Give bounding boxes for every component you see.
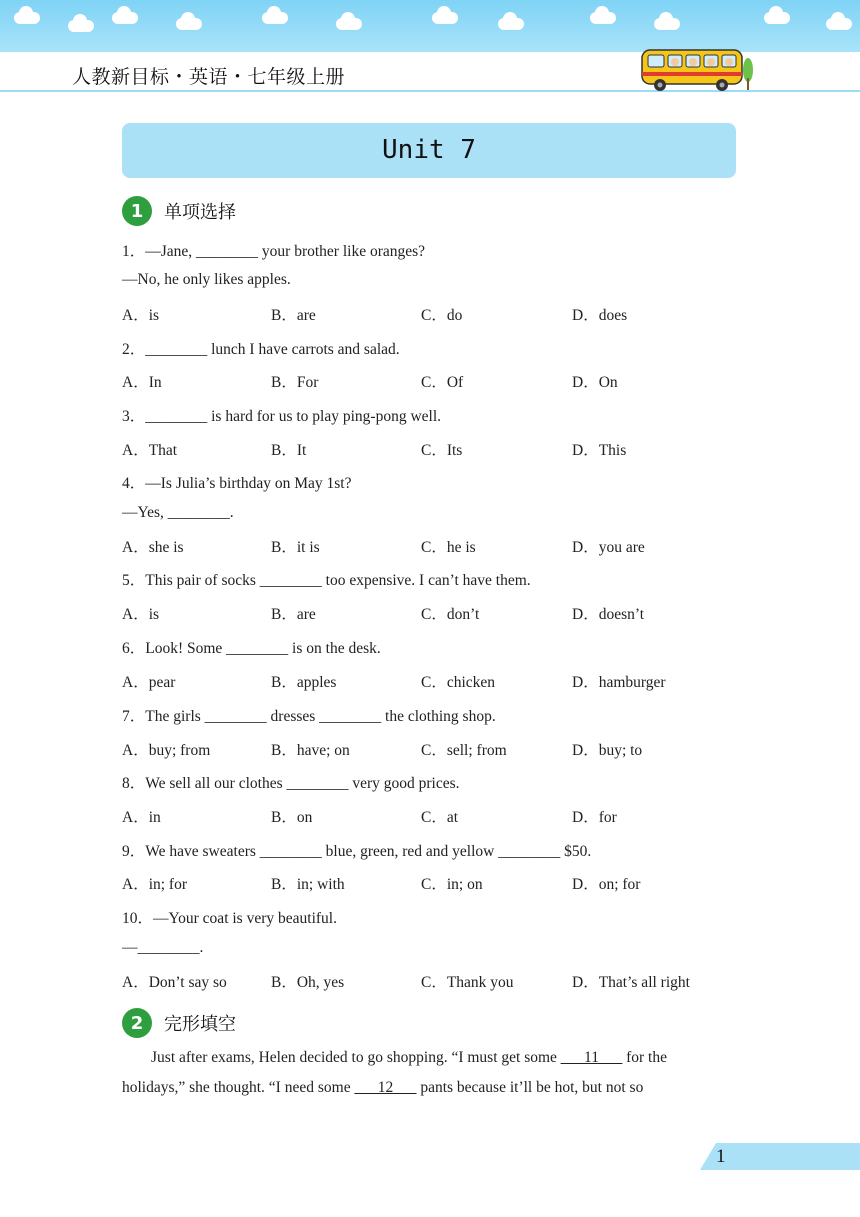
cloud-icon xyxy=(262,12,288,24)
question-line: —No, he only likes apples. xyxy=(122,271,291,288)
option-d: D．hamburger xyxy=(572,674,666,691)
option-b: B．Oh, yes xyxy=(271,974,345,991)
option-c: C．Thank you xyxy=(421,974,514,991)
cloud-icon xyxy=(14,12,40,24)
passage-text: pants because it’ll be hot, but not so xyxy=(416,1079,644,1096)
option-a: A．is xyxy=(122,606,160,623)
option-c: C．Of xyxy=(421,374,464,391)
option-d: D．buy; to xyxy=(572,742,643,759)
question-line: 3．________ is hard for us to play ping-pong well. xyxy=(122,408,442,425)
option-a: A．she is xyxy=(122,539,184,556)
option-d: D．does xyxy=(572,307,628,324)
passage-text: for the xyxy=(622,1049,667,1066)
option-b: B．have; on xyxy=(271,742,350,759)
option-c: C．at xyxy=(421,809,459,826)
passage-line xyxy=(122,1079,738,1097)
cloud-icon xyxy=(432,12,458,24)
cloud-icon xyxy=(764,12,790,24)
section-number-badge: 1 xyxy=(122,196,152,226)
option-d: D．for xyxy=(572,809,617,826)
option-d: D．you are xyxy=(572,539,645,556)
section-title: 单项选择 xyxy=(164,202,236,223)
option-d: D．On xyxy=(572,374,618,391)
page-number: 1 xyxy=(716,1146,726,1167)
cloud-icon xyxy=(826,18,852,30)
option-a: A．That xyxy=(122,442,178,459)
option-a: A．in; for xyxy=(122,876,188,893)
question-line: 1．—Jane, ________ your brother like oranges? xyxy=(122,243,426,260)
cloud-icon xyxy=(112,12,138,24)
option-a: A．is xyxy=(122,307,160,324)
book-title: 人教新目标・英语・七年级上册 xyxy=(72,66,346,88)
passage-text: holidays,” she thought. “I need some xyxy=(122,1079,355,1096)
question-line: —________. xyxy=(122,939,204,956)
option-b: B．For xyxy=(271,374,319,391)
option-b: B．are xyxy=(271,307,316,324)
option-b: B．on xyxy=(271,809,313,826)
option-d: D．That’s all right xyxy=(572,974,690,991)
cloud-icon xyxy=(68,20,94,32)
passage-line xyxy=(122,1049,738,1067)
option-a: A．pear xyxy=(122,674,176,691)
section-title: 完形填空 xyxy=(164,1014,236,1035)
unit-title-box xyxy=(122,123,736,178)
option-d: D．on; for xyxy=(572,876,641,893)
section-heading-2 xyxy=(122,1008,236,1038)
option-b: B．apples xyxy=(271,674,337,691)
cloud-icon xyxy=(336,18,362,30)
cloud-icon xyxy=(654,18,680,30)
option-a: A．Don’t say so xyxy=(122,974,227,991)
question-line: 5．This pair of socks ________ too expensive. I can’t have them. xyxy=(122,572,531,589)
question-line: —Yes, ________. xyxy=(122,504,234,521)
question-line: 8．We sell all our clothes ________ very good prices. xyxy=(122,775,460,792)
unit-title: Unit 7 xyxy=(382,135,476,165)
option-c: C．in; on xyxy=(421,876,483,893)
option-c: C．sell; from xyxy=(421,742,507,759)
blank-11: ___11___ xyxy=(560,1049,623,1066)
option-a: A．buy; from xyxy=(122,742,211,759)
question-line: 10．—Your coat is very beautiful. xyxy=(122,910,337,927)
option-b: B．It xyxy=(271,442,307,459)
option-d: D．doesn’t xyxy=(572,606,645,623)
cloud-icon xyxy=(590,12,616,24)
option-c: C．do xyxy=(421,307,463,324)
section-number-badge: 2 xyxy=(122,1008,152,1038)
option-a: A．In xyxy=(122,374,162,391)
question-line: 9．We have sweaters ________ blue, green, red and yellow ________ $50. xyxy=(122,843,592,860)
passage-text: Just after exams, Helen decided to go shopping. “I must get some xyxy=(151,1049,561,1066)
question-line: 6．Look! Some ________ is on the desk. xyxy=(122,640,381,657)
blank-12: ___12___ xyxy=(354,1079,417,1096)
option-c: C．chicken xyxy=(421,674,496,691)
option-a: A．in xyxy=(122,809,161,826)
option-b: B．are xyxy=(271,606,316,623)
question-line: 4．—Is Julia’s birthday on May 1st? xyxy=(122,475,352,492)
option-b: B．in; with xyxy=(271,876,345,893)
cloud-icon xyxy=(176,18,202,30)
section-heading-1 xyxy=(122,196,236,226)
option-c: C．he is xyxy=(421,539,476,556)
question-line: 7．The girls ________ dresses ________ the clothing shop. xyxy=(122,708,496,725)
option-d: D．This xyxy=(572,442,627,459)
school-bus-icon xyxy=(640,44,755,92)
cloud-icon xyxy=(498,18,524,30)
question-line: 2．________ lunch I have carrots and salad. xyxy=(122,341,400,358)
option-c: C．Its xyxy=(421,442,463,459)
option-c: C．don’t xyxy=(421,606,480,623)
option-b: B．it is xyxy=(271,539,320,556)
